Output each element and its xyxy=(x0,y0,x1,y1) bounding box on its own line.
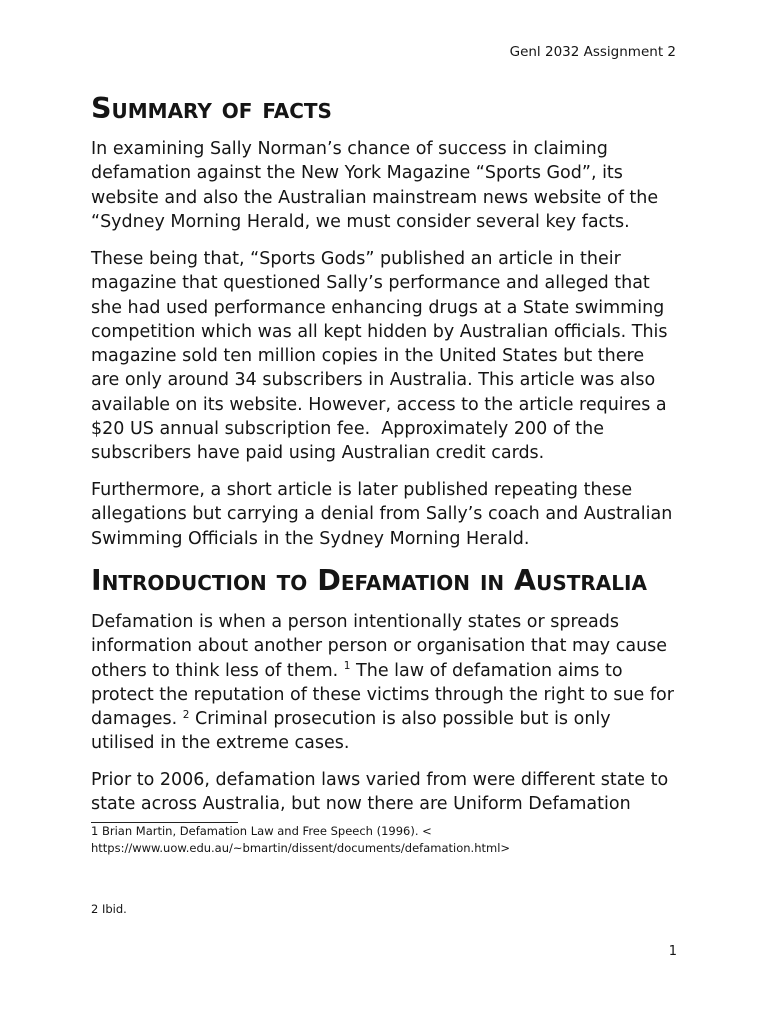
paragraph-line: magazine that questioned Sally’s performance and alleged that xyxy=(91,273,650,294)
paragraph-line: Defamation is when a person intentionally states or spreads xyxy=(91,612,619,632)
footnote-line: 1 Brian Martin, Defamation Law and Free Speech (1996). < xyxy=(91,824,432,838)
line-text: others to think less of them. xyxy=(91,660,344,681)
line-text: The law of defamation aims to xyxy=(350,660,623,681)
paragraph-line: website and also the Australian mainstream news website of the xyxy=(91,187,659,208)
line-text: damages. xyxy=(91,709,183,729)
introduction-paragraph-2 xyxy=(91,768,668,817)
paragraph-line-with-footnote-ref xyxy=(91,707,674,731)
footnote-2 xyxy=(91,901,127,918)
running-header: Genl 2032 Assignment 2 xyxy=(509,44,676,60)
paragraph-line: information about another person or organisation that may cause xyxy=(91,636,668,657)
paragraph-line: she had used performance enhancing drugs at a State swimming xyxy=(91,297,665,318)
paragraph-line: competition which was all kept hidden by Australian officials. This xyxy=(91,321,668,342)
summary-paragraph-3 xyxy=(91,478,672,551)
footnote-line: https://www.uow.edu.au/~bmartin/dissent/documents/defamation.html> xyxy=(91,841,511,855)
paragraph-line: are only around 34 subscribers in Australia. This article was also xyxy=(91,370,656,391)
footnote-line: 2 Ibid. xyxy=(91,902,127,916)
summary-paragraph-2 xyxy=(91,247,668,465)
paragraph-line: “Sydney Morning Herald, we must consider several key facts. xyxy=(91,211,630,232)
paragraph-line: $20 US annual subscription fee. Approximately 200 of the xyxy=(91,418,604,439)
paragraph-line: Prior to 2006, defamation laws varied from were different state to xyxy=(91,770,669,790)
paragraph-line: Swimming Officials in the Sydney Morning Herald. xyxy=(91,528,530,549)
paragraph-line: subscribers have paid using Australian credit cards. xyxy=(91,443,545,463)
introduction-heading: Introduction to Defamation in Australia xyxy=(91,564,647,597)
paragraph-line-with-footnote-ref xyxy=(91,659,674,683)
summary-paragraph-1 xyxy=(91,137,658,234)
footnote-reference: 2 xyxy=(182,708,190,721)
footnote-1 xyxy=(91,823,510,857)
paragraph-line: In examining Sally Norman’s chance of success in claiming xyxy=(91,139,608,159)
paragraph-line: defamation against the New York Magazine “Sports God”, its xyxy=(91,163,623,184)
paragraph-line: magazine sold ten million copies in the United States but there xyxy=(91,346,645,366)
summary-heading: Summary of facts xyxy=(91,92,332,125)
paragraph-line: utilised in the extreme cases. xyxy=(91,733,350,754)
paragraph-line: state across Australia, but now there are Uniform Defamation xyxy=(91,794,631,815)
introduction-paragraph-1 xyxy=(91,610,674,756)
line-text: Criminal prosecution is also possible but is only xyxy=(189,709,611,729)
paragraph-line: allegations but carrying a denial from Sally’s coach and Australian xyxy=(91,504,673,525)
paragraph-line: protect the reputation of these victims through the right to sue for xyxy=(91,684,674,705)
paragraph-line: Furthermore, a short article is later published repeating these xyxy=(91,480,633,500)
paragraph-line: These being that, “Sports Gods” published an article in their xyxy=(91,249,621,269)
paragraph-line: available on its website. However, access to the article requires a xyxy=(91,394,667,415)
page-number: 1 xyxy=(668,944,677,959)
footnote-reference: 1 xyxy=(343,660,351,673)
